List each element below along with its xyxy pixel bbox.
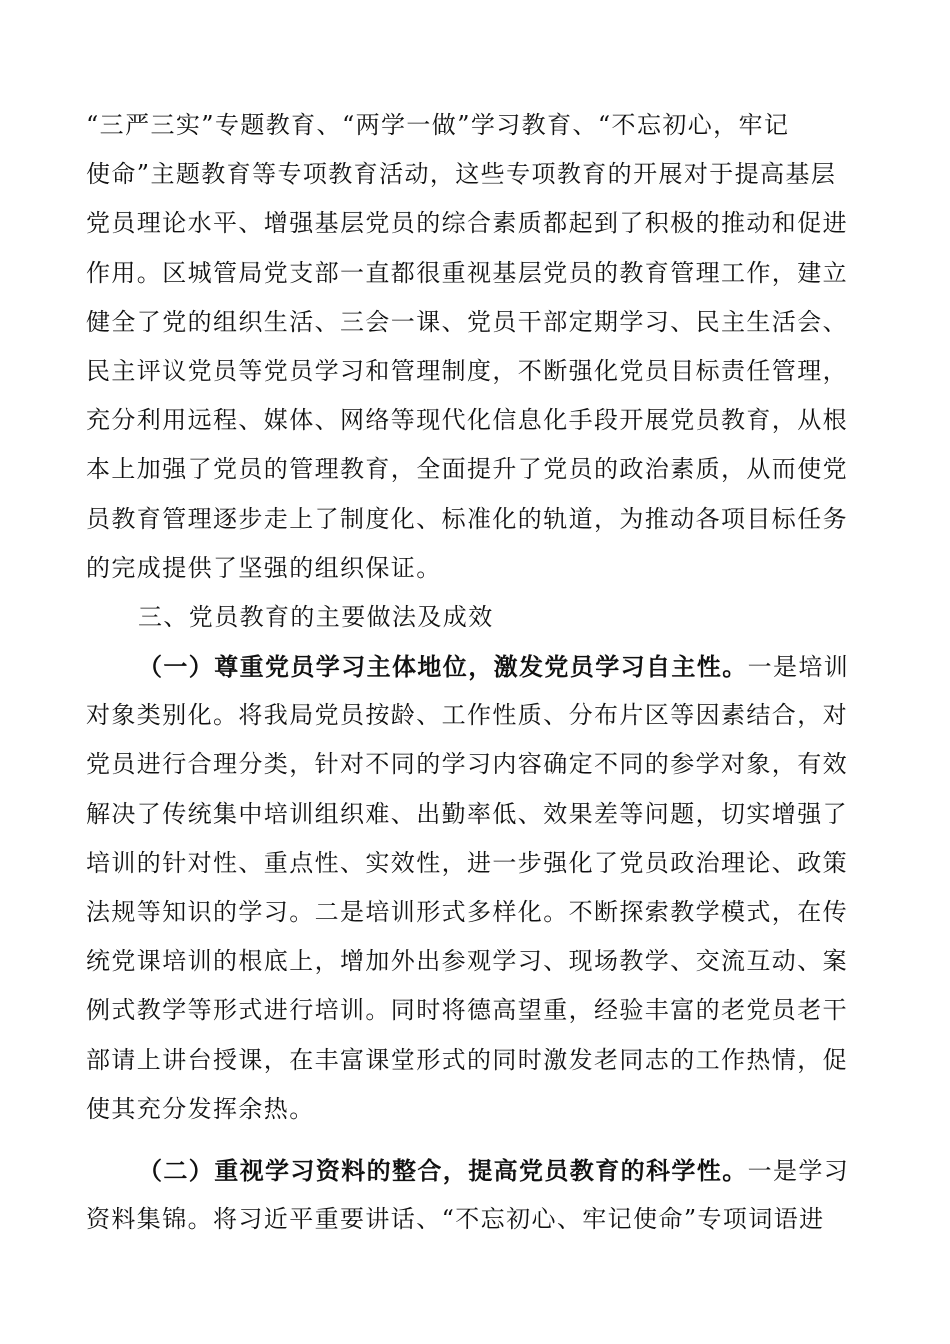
paragraph-3-first-line (86, 1146, 862, 1195)
paragraph-2-lead: （一）尊重党员学习主体地位，激发党员学习自主性。 (138, 652, 748, 682)
paragraph-line: 部请上讲台授课，在丰富课堂形式的同时激发老同志的工作热情，促 (86, 1045, 848, 1074)
paragraph-line: 培训的针对性、重点性、实效性，进一步强化了党员政治理论、政策 (86, 848, 848, 877)
body-paragraph-1 (86, 101, 862, 1134)
paragraph-line: 健全了党的组织生活、三会一课、党员干部定期学习、民主生活会、 (86, 307, 848, 336)
paragraph-line: 充分利用远程、媒体、网络等现代化信息化手段开展党员教育，从根 (86, 406, 848, 435)
paragraph-line: “三严三实”专题教育、“两学一做”学习教育、“不忘初心，牢记 (86, 111, 790, 139)
paragraph-line: 民主评议党员等党员学习和管理制度，不断强化党员目标责任管理， (86, 356, 848, 385)
paragraph-line: 统党课培训的根底上，增加外出参观学习、现场教学、交流互动、案 (86, 947, 848, 976)
body-paragraph-3 (86, 1146, 862, 1244)
paragraph-line: 解决了传统集中培训组织难、出勤率低、效果差等问题，切实增强了 (86, 799, 848, 828)
paragraph-line: 例式教学等形式进行培训。同时将德高望重，经验丰富的老党员老干 (86, 996, 848, 1025)
paragraph-line: 的完成提供了坚强的组织保证。 (86, 553, 442, 582)
paragraph-line: 党员进行合理分类，针对不同的学习内容确定不同的参学对象，有效 (86, 750, 848, 779)
paragraph-line: 法规等知识的学习。二是培训形式多样化。不断探索教学模式，在传 (86, 898, 848, 926)
paragraph-line: 资料集锦。将习近平重要讲话、“不忘初心、牢记使命”专项词语进 (86, 1205, 825, 1234)
paragraph-line: 本上加强了党员的管理教育，全面提升了党员的政治素质，从而使党 (86, 455, 848, 484)
paragraph-line: 党员理论水平、增强基层党员的综合素质都起到了积极的推动和促进 (86, 209, 848, 238)
paragraph-line: 对象类别化。将我局党员按龄、工作性质、分布片区等因素结合，对 (86, 701, 848, 730)
paragraph-line: 使其充分发挥余热。 (86, 1094, 315, 1123)
paragraph-line: 员教育管理逐步走上了制度化、标准化的轨道，为推动各项目标任务 (86, 504, 848, 533)
paragraph-3-lead: （二）重视学习资料的整合，提高党员教育的科学性。 (138, 1156, 748, 1185)
section-heading: 三、党员教育的主要做法及成效 (138, 602, 494, 631)
paragraph-line: 作用。区城管局党支部一直都很重视基层党员的教育管理工作，建立 (86, 258, 848, 287)
paragraph-3-lead-rest: 一是学习 (747, 1157, 850, 1185)
paragraph-line: 使命”主题教育等专项教育活动，这些专项教育的开展对于提高基层 (86, 160, 837, 189)
paragraph-2-first-line (86, 642, 862, 691)
paragraph-2-lead-rest: 一是培训 (747, 653, 850, 682)
